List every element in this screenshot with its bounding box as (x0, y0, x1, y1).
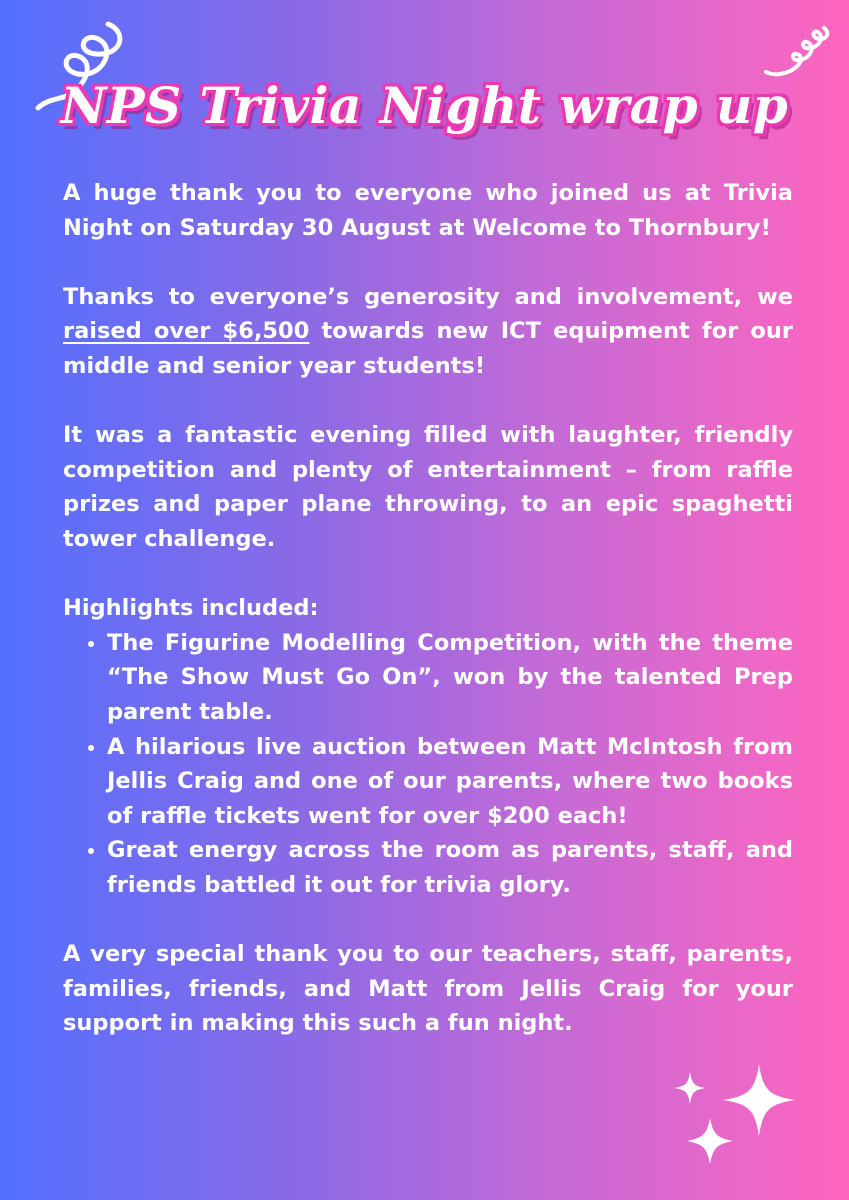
fundraising-paragraph (63, 280, 793, 384)
highlight-item: • A hilarious live auction between Matt McIntosh from Jellis Craig and one of our parents, where two books of raffle tickets went for over $200 each! (107, 730, 793, 834)
fundraising-text-before: Thanks to everyone’s generosity and involvement, we (63, 283, 793, 310)
evening-paragraph: It was a fantastic evening filled with laughter, friendly competition and plenty of entertainment – from raffle prizes and paper plane throwing, to an epic spaghetti tower challenge. (63, 422, 793, 552)
highlight-item: • The Figurine Modelling Competition, with the theme “The Show Must Go On”, won by the talented Prep parent table. (107, 626, 793, 730)
closing-paragraph: A very special thank you to our teachers, staff, parents, families, friends, and Matt from Jellis Craig for your support in making this such a fun night. (63, 941, 793, 1037)
fundraising-amount: raised over $6,500 (63, 318, 310, 345)
fundraising-text-after: towards new ICT equipment for our middle and senior year students! (63, 318, 793, 379)
intro-paragraph: A huge thank you to everyone who joined us at Trivia Night on Saturday 30 August at Welcome to Thornbury! (63, 180, 793, 241)
highlights-heading: Highlights included: (63, 595, 319, 622)
highlights-list (63, 626, 793, 903)
sparkle-icon (665, 1060, 805, 1170)
highlight-item: • Great energy across the room as parents, staff, and friends battled it out for trivia glory. (107, 833, 793, 902)
page-title: NPS Trivia Night wrap up (60, 76, 789, 135)
article-body (63, 176, 793, 1041)
